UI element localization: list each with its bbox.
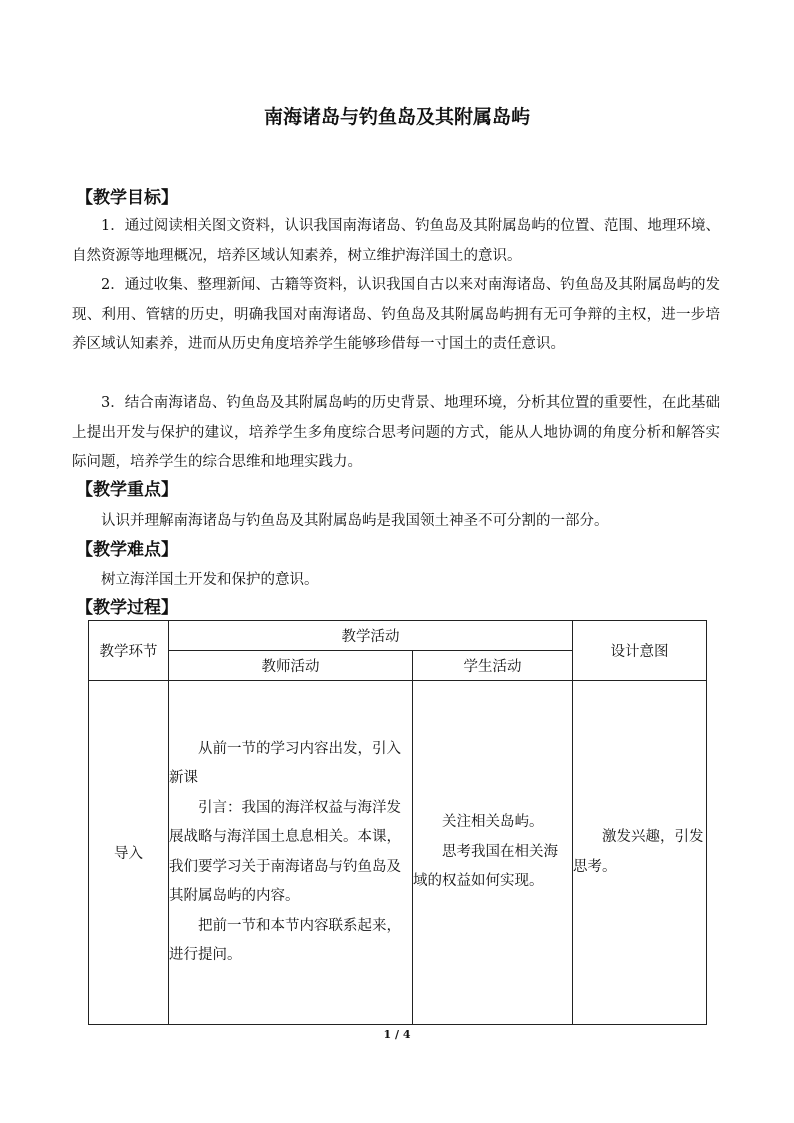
header-teacher: 教师活动 <box>169 651 413 681</box>
page-number: 1 / 4 <box>383 1028 411 1041</box>
process-heading: 【教学过程】 <box>76 598 178 618</box>
student-activity-cell <box>413 681 573 1025</box>
objectives-heading: 【教学目标】 <box>76 188 178 208</box>
header-student: 学生活动 <box>413 651 573 681</box>
design-intent-paragraph: 激发兴趣，引发思考。 <box>573 829 704 875</box>
design-intent-cell <box>573 681 707 1025</box>
difficulties-text: 树立海洋国土开发和保护的意识。 <box>101 572 319 588</box>
objective-item-3: 3．结合南海诸岛、钓鱼岛及其附属岛屿的历史背景、地理环境，分析其位置的重要性，在此基础上提出开发与保护的建议，培养学生多角度综合思考问题的方式，能从人地协调的角度分析和解答实际问题，培养学生的综合思维和地理实践力。 <box>72 395 720 470</box>
student-activity-paragraph: 关注相关岛屿。 <box>442 814 544 831</box>
objective-item-1: 1．通过阅读相关图文资料，认识我国南海诸岛、钓鱼岛及其附属岛屿的位置、范围、地理环境、自然资源等地理概况，培养区域认知素养，树立维护海洋国土的意识。 <box>72 218 720 264</box>
teacher-activity-cell <box>169 681 413 1025</box>
teaching-process-table <box>88 620 707 1025</box>
teacher-activity-paragraph: 把前一节和本节内容联系起来，进行提问。 <box>169 917 401 963</box>
header-intent: 设计意图 <box>573 621 707 681</box>
header-activities: 教学活动 <box>169 621 573 651</box>
teacher-activity-paragraph: 从前一节的学习内容出发，引入新课 <box>169 740 401 786</box>
objective-item-2: 2．通过收集、整理新闻、古籍等资料，认识我国自古以来对南海诸岛、钓鱼岛及其附属岛屿的发现、利用、管辖的历史，明确我国对南海诸岛、钓鱼岛及其附属岛屿拥有无可争辩的主权，进一步培养区域认知素养，进而从历史角度培养学生能够珍借每一寸国土的责任意识。 <box>72 277 720 352</box>
stage-cell: 导入 <box>89 681 169 1025</box>
student-activity-paragraph: 思考我国在相关海域的权益如何实现。 <box>413 843 558 890</box>
header-stage: 教学环节 <box>89 621 169 681</box>
difficulties-heading: 【教学难点】 <box>76 540 178 560</box>
page-title: 南海诸岛与钓鱼岛及其附属岛屿 <box>263 106 530 128</box>
teacher-activity-paragraph: 引言：我国的海洋权益与海洋发展战略与海洋国土息息相关。本课，我们要学习关于南海诸岛与钓鱼岛及其附属岛屿的内容。 <box>169 799 401 904</box>
key-points-heading: 【教学重点】 <box>76 480 178 500</box>
table-row <box>89 681 707 1025</box>
key-points-text: 认识并理解南海诸岛与钓鱼岛及其附属岛屿是我国领土神圣不可分割的一部分。 <box>101 513 609 529</box>
